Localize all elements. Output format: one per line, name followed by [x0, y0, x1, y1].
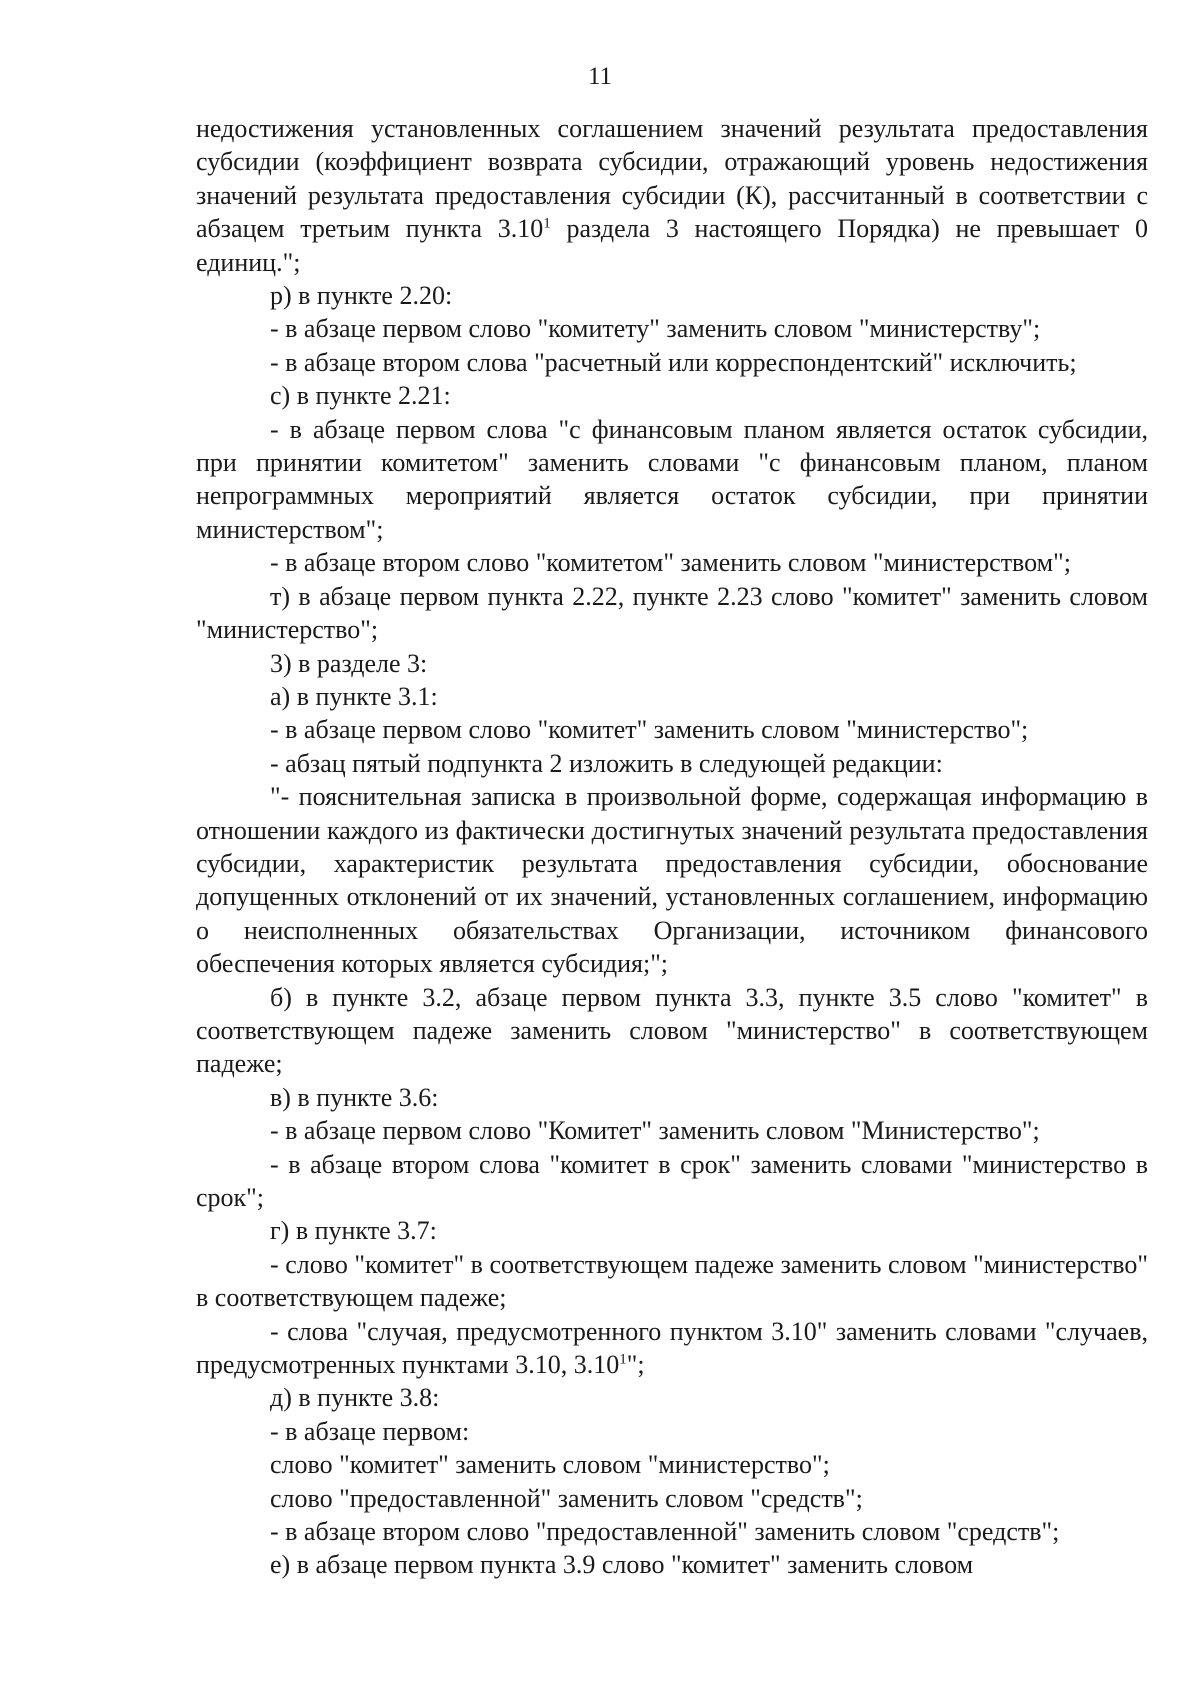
paragraph: - в абзаце первом слово "Комитет" заменить словом "Министерство";	[270, 1116, 1040, 1146]
paragraph: в) в пункте 3.6:	[270, 1082, 439, 1112]
paragraph: д) в пункте 3.8:	[270, 1383, 440, 1413]
paragraph: а) в пункте 3.1:	[270, 681, 438, 711]
paragraph: - в абзаце первом:	[270, 1416, 470, 1446]
paragraph: - в абзаце втором слово "комитетом" заменить словом "министерством";	[270, 548, 1071, 578]
paragraph: с) в пункте 2.21:	[270, 381, 451, 411]
paragraph: - в абзаце втором слово "предоставленной" заменить словом "средств";	[270, 1517, 1060, 1547]
paragraph: - слово "комитет" в соответствующем падеже заменить словом "министерство" в соответствующем падеже;	[196, 1249, 1148, 1313]
paragraph-text: ";	[626, 1350, 645, 1380]
document-body	[196, 112, 1148, 1582]
paragraph	[196, 1315, 1148, 1382]
paragraph: т) в абзаце первом пункта 2.22, пункте 2.23 слово "комитет" заменить словом "министерство";	[196, 581, 1148, 645]
paragraph: слово "предоставленной" заменить словом "средств";	[270, 1483, 863, 1513]
superscript: 1	[619, 1351, 627, 1368]
paragraph-text: раздела 3 настоящего Порядка) не превышает 0 единиц.";	[196, 214, 1148, 277]
page-number: 11	[587, 63, 613, 90]
paragraph: - в абзаце первом слово "комитету" заменить словом "министерству";	[270, 314, 1041, 344]
paragraph: - абзац пятый подпункта 2 изложить в следующей редакции:	[270, 748, 943, 778]
paragraph	[196, 112, 1148, 279]
paragraph: - в абзаце первом слово "комитет" заменить словом "министерство";	[270, 715, 1029, 745]
paragraph-text: - слова "случая, предусмотренного пунктом 3.10" заменить словами "случаев, предусмотренных пунктами 3.10, 3.10	[196, 1316, 1148, 1380]
paragraph: б) в пункте 3.2, абзаце первом пункта 3.3, пункте 3.5 слово "комитет" в соответствующем падеже заменить словом "министерство" в соответствующем падеже;	[196, 982, 1148, 1079]
paragraph: - в абзаце втором слова "комитет в срок" заменить словами "министерство в срок";	[196, 1149, 1148, 1212]
paragraph: г) в пункте 3.7:	[270, 1216, 437, 1246]
paragraph: р) в пункте 2.20:	[270, 281, 453, 311]
paragraph: 3) в разделе 3:	[270, 648, 428, 678]
paragraph: - в абзаце первом слова "с финансовым планом является остаток субсидии, при принятии комитетом" заменить словами "с финансовым планом, планом непрограммных мероприятий является остаток субсидии, при принятии министерством";	[196, 414, 1148, 544]
paragraph-text: недостижения установленных соглашением значений результата предоставления субсидии (коэффициент возврата субсидии, отражающий уровень недостижения значений результата предоставления субсидии (К), рассчитанный в соответствии с абзацем третьим пункта 3.10	[196, 114, 1148, 244]
superscript: 1	[543, 215, 551, 232]
paragraph: слово "комитет" заменить словом "министерство";	[270, 1450, 830, 1480]
paragraph: - в абзаце втором слова "расчетный или корреспондентский" исключить;	[270, 347, 1077, 377]
paragraph: "- пояснительная записка в произвольной форме, содержащая информацию в отношении каждого из фактически достигнутых значений результата предоставления субсидии, характеристик результата предоставления субсидии, обоснование допущенных отклонений от их значений, установленных соглашением, информацию о неисполненных обязательствах Организации, источником финансового обеспечения которых является субсидия;";	[196, 782, 1148, 979]
paragraph: е) в абзаце первом пункта 3.9 слово "комитет" заменить словом	[270, 1550, 974, 1580]
